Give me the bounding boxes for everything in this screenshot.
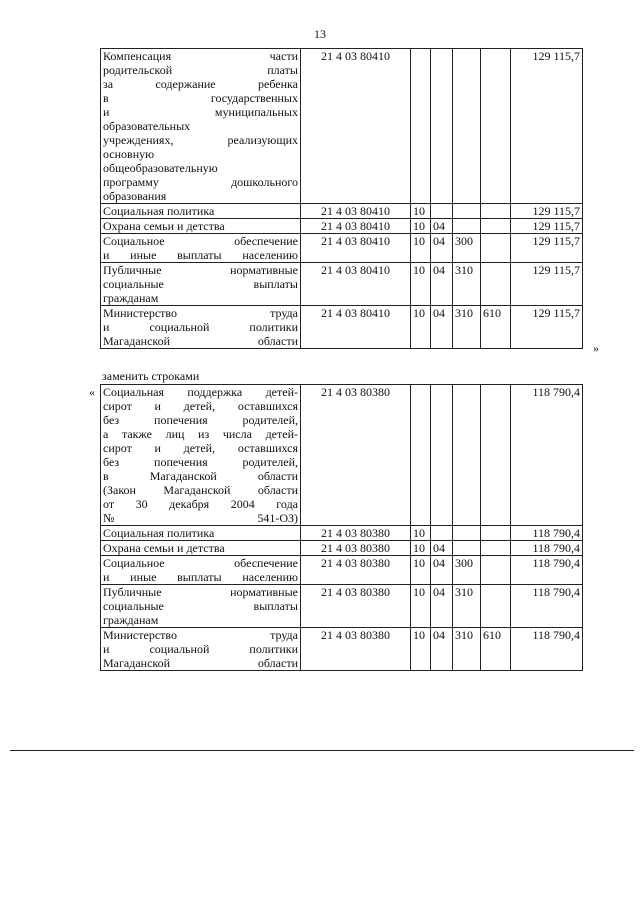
row-name-line: и муниципальных (103, 105, 298, 119)
table-row (101, 385, 583, 526)
target-article-code: 21 4 03 80380 (301, 585, 411, 628)
target-article-code: 21 4 03 80380 (301, 385, 411, 526)
expense-type-code (453, 219, 481, 234)
table-row (101, 234, 583, 263)
row-name-line: образования (103, 189, 167, 203)
expense-subtype-code: 610 (481, 628, 511, 671)
row-name-line: за содержание ребенка (103, 77, 298, 91)
row-name-line: Публичные нормативные (103, 585, 298, 599)
row-name-line: а также лиц из числа детей- (103, 427, 298, 441)
table-row (101, 628, 583, 671)
table-row (101, 585, 583, 628)
amount-value: 129 115,7 (511, 219, 583, 234)
expense-subtype-code (481, 541, 511, 556)
row-name-line: (Закон Магаданской области (103, 483, 298, 497)
row-name-line: гражданам (103, 291, 159, 305)
subsection-code: 04 (431, 541, 453, 556)
target-article-code: 21 4 03 80410 (301, 219, 411, 234)
row-name-line: Социальная поддержка детей- (103, 385, 298, 399)
expense-type-code (453, 541, 481, 556)
target-article-code: 21 4 03 80410 (301, 306, 411, 349)
section-code: 10 (411, 219, 431, 234)
expense-subtype-code (481, 556, 511, 585)
row-name-line: Публичные нормативные (103, 263, 298, 277)
subsection-code: 04 (431, 628, 453, 671)
row-name-line: Компенсация части (103, 49, 298, 63)
row-name-line: и социальной политики (103, 642, 298, 656)
row-name (101, 263, 301, 306)
section-code: 10 (411, 263, 431, 306)
section-code: 10 (411, 526, 431, 541)
amount-value: 118 790,4 (511, 556, 583, 585)
target-article-code: 21 4 03 80410 (301, 49, 411, 204)
expense-subtype-code (481, 585, 511, 628)
row-name-line: сирот и детей, оставшихся (103, 441, 298, 455)
subsection-code: 04 (431, 263, 453, 306)
row-name-line: Охрана семьи и детства (103, 541, 225, 555)
row-name-line: Министерство труда (103, 306, 298, 320)
target-article-code: 21 4 03 80410 (301, 263, 411, 306)
row-name-line: основную (103, 147, 155, 161)
amount-value: 129 115,7 (511, 204, 583, 219)
row-name (101, 306, 301, 349)
row-name-line: и социальной политики (103, 320, 298, 334)
page-number: 13 (314, 27, 326, 41)
target-article-code: 21 4 03 80380 (301, 556, 411, 585)
expense-type-code: 310 (453, 585, 481, 628)
row-name (101, 526, 301, 541)
expense-type-code (453, 385, 481, 526)
table-row (101, 263, 583, 306)
row-name-line: гражданам (103, 613, 159, 627)
expense-subtype-code (481, 234, 511, 263)
row-name-line: родительской платы (103, 63, 298, 77)
expense-type-code: 310 (453, 628, 481, 671)
section-code: 10 (411, 234, 431, 263)
row-name-line: образовательных (103, 119, 191, 133)
row-name (101, 541, 301, 556)
table-row (101, 526, 583, 541)
row-name-line: Социальное обеспечение (103, 556, 298, 570)
amount-value: 118 790,4 (511, 585, 583, 628)
expense-subtype-code (481, 263, 511, 306)
subsection-code (431, 49, 453, 204)
budget-table-before (100, 48, 583, 349)
expense-subtype-code: 610 (481, 306, 511, 349)
row-name (101, 585, 301, 628)
amount-value: 118 790,4 (511, 526, 583, 541)
row-name-line: в государственных (103, 91, 298, 105)
expense-type-code (453, 526, 481, 541)
row-name-line: № 541-ОЗ) (103, 511, 298, 525)
amount-value: 118 790,4 (511, 385, 583, 526)
row-name-line: учреждениях, реализующих (103, 133, 298, 147)
table-row (101, 49, 583, 204)
row-name (101, 219, 301, 234)
closing-quote: » (593, 341, 599, 355)
row-name-line: Социальное обеспечение (103, 234, 298, 248)
subsection-code: 04 (431, 556, 453, 585)
amount-value: 129 115,7 (511, 306, 583, 349)
row-name-line: общеобразовательную (103, 161, 218, 175)
amount-value: 118 790,4 (511, 628, 583, 671)
row-name-line: и иные выплаты населению (103, 570, 298, 584)
row-name-line: без попечения родителей, (103, 413, 298, 427)
row-name-line: и иные выплаты населению (103, 248, 298, 262)
row-name-line: социальные выплаты (103, 277, 298, 291)
row-name-line: без попечения родителей, (103, 455, 298, 469)
row-name (101, 49, 301, 204)
expense-subtype-code (481, 526, 511, 541)
target-article-code: 21 4 03 80380 (301, 541, 411, 556)
expense-type-code (453, 204, 481, 219)
row-name-line: в Магаданской области (103, 469, 298, 483)
section-code (411, 385, 431, 526)
subsection-code: 04 (431, 585, 453, 628)
row-name-line: Министерство труда (103, 628, 298, 642)
amount-value: 129 115,7 (511, 263, 583, 306)
expense-type-code: 300 (453, 556, 481, 585)
subsection-code: 04 (431, 234, 453, 263)
amount-value: 129 115,7 (511, 234, 583, 263)
target-article-code: 21 4 03 80380 (301, 526, 411, 541)
row-name-line: сирот и детей, оставшихся (103, 399, 298, 413)
amount-value: 118 790,4 (511, 541, 583, 556)
subsection-code (431, 526, 453, 541)
row-name (101, 628, 301, 671)
section-code: 10 (411, 628, 431, 671)
row-name-line: Охрана семьи и детства (103, 219, 225, 233)
subsection-code: 04 (431, 219, 453, 234)
table-row (101, 556, 583, 585)
expense-type-code: 300 (453, 234, 481, 263)
subsection-code (431, 385, 453, 526)
row-name-line: социальные выплаты (103, 599, 298, 613)
row-name-line: от 30 декабря 2004 года (103, 497, 298, 511)
section-code: 10 (411, 541, 431, 556)
expense-type-code: 310 (453, 263, 481, 306)
section-code (411, 49, 431, 204)
section-code: 10 (411, 556, 431, 585)
expense-subtype-code (481, 204, 511, 219)
target-article-code: 21 4 03 80410 (301, 234, 411, 263)
subsection-code: 04 (431, 306, 453, 349)
expense-type-code: 310 (453, 306, 481, 349)
bottom-divider (10, 750, 634, 751)
table-row (101, 541, 583, 556)
target-article-code: 21 4 03 80410 (301, 204, 411, 219)
table-row (101, 306, 583, 349)
row-name (101, 385, 301, 526)
opening-quote: « (89, 385, 95, 399)
row-name (101, 234, 301, 263)
expense-subtype-code (481, 49, 511, 204)
section-code: 10 (411, 306, 431, 349)
section-code: 10 (411, 585, 431, 628)
budget-table-after (100, 384, 583, 671)
row-name-line: Магаданской области (103, 334, 298, 348)
row-name-line: Магаданской области (103, 656, 298, 670)
table-row (101, 219, 583, 234)
table-row (101, 204, 583, 219)
replace-instruction: заменить строками (102, 369, 200, 383)
expense-subtype-code (481, 219, 511, 234)
section-code: 10 (411, 204, 431, 219)
row-name-line: программу дошкольного (103, 175, 298, 189)
row-name-line: Социальная политика (103, 204, 215, 218)
amount-value: 129 115,7 (511, 49, 583, 204)
row-name (101, 556, 301, 585)
subsection-code (431, 204, 453, 219)
expense-type-code (453, 49, 481, 204)
target-article-code: 21 4 03 80380 (301, 628, 411, 671)
row-name-line: Социальная политика (103, 526, 215, 540)
expense-subtype-code (481, 385, 511, 526)
row-name (101, 204, 301, 219)
